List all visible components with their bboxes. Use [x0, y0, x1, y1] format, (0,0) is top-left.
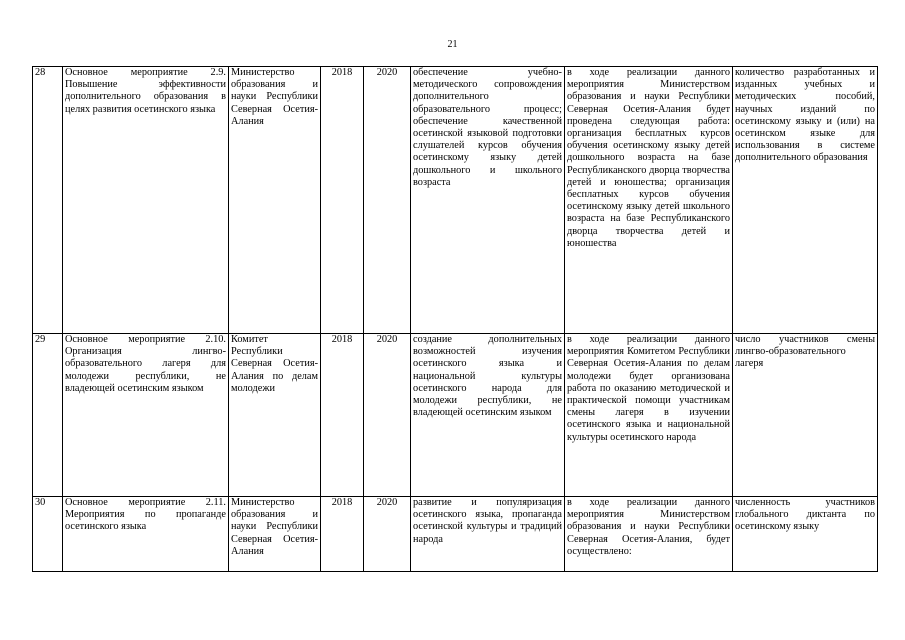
event-content: в ходе реализации данного мероприятия Комитетом Республики Северная Осетия-Алания по делам молодежи будет организована работа по оказанию методической и практической помощи участникам смены лагеря в изучении осетинского языка и национальной культуры осетинского народа	[565, 334, 733, 497]
expected-result: развитие и популяризация осетинского языка, пропаганда осетинской культуры и традиций народа	[411, 497, 565, 572]
page-number: 21	[447, 39, 458, 50]
event-content: в ходе реализации данного мероприятия Министерством образования и науки Республики Северная Осетия-Алания, будет осуществлено:	[565, 497, 733, 572]
end-year: 2020	[364, 497, 411, 572]
expected-result: обеспечение учебно-методического сопровождения дополнительного образовательного процесс; обеспечение качественной осетинской языковой подготовки слушателей курсов обучения осетинскому языку детей дошкольного и школьного возраста	[411, 67, 565, 334]
table-row	[33, 497, 878, 572]
table-row	[33, 67, 878, 334]
indicator: численность участников глобального диктанта по осетинскому языку	[733, 497, 878, 572]
start-year: 2018	[321, 67, 364, 334]
executor: Министерство образования и науки Республики Северная Осетия-Алания	[229, 67, 321, 334]
executor: Министерство образования и науки Республики Северная Осетия-Алания	[229, 497, 321, 572]
event-name: Основное мероприятие 2.11. Мероприятия по пропаганде осетинского языка	[63, 497, 229, 572]
end-year: 2020	[364, 67, 411, 334]
event-name: Основное мероприятие 2.10. Организация лингво-образовательного лагеря для молодежи республики, не владеющей осетинским языком	[63, 334, 229, 497]
row-number: 28	[33, 67, 63, 334]
row-number: 30	[33, 497, 63, 572]
start-year: 2018	[321, 497, 364, 572]
end-year: 2020	[364, 334, 411, 497]
event-name: Основное мероприятие 2.9. Повышение эффективности дополнительного образования в целях развития осетинского языка	[63, 67, 229, 334]
expected-result: создание дополнительных возможностей изучения осетинского языка и национальной культуры осетинского народа для молодежи республики, не владеющей осетинским языком	[411, 334, 565, 497]
start-year: 2018	[321, 334, 364, 497]
indicator: число участников смены лингво-образовательного лагеря	[733, 334, 878, 497]
indicator: количество разработанных и изданных учебных и методических пособий, научных изданий по осетинскому языку и (или) на осетинском языке для использования в системе дополнительного образования	[733, 67, 878, 334]
table-row	[33, 334, 878, 497]
row-number: 29	[33, 334, 63, 497]
executor: Комитет Республики Северная Осетия-Алания по делам молодежи	[229, 334, 321, 497]
event-content: в ходе реализации данного мероприятия Министерством образования и науки Республики Северная Осетия-Алания будет проведена следующая работа: организация бесплатных курсов обучения осетинскому языку детей дошкольного возраста на базе Республиканского дворца творчества детей и юношества; организация бесплатных курсов обучения осетинскому языку детей школьного возраста на базе Республиканского дворца творчества детей и юношества	[565, 67, 733, 334]
program-table	[32, 66, 878, 572]
